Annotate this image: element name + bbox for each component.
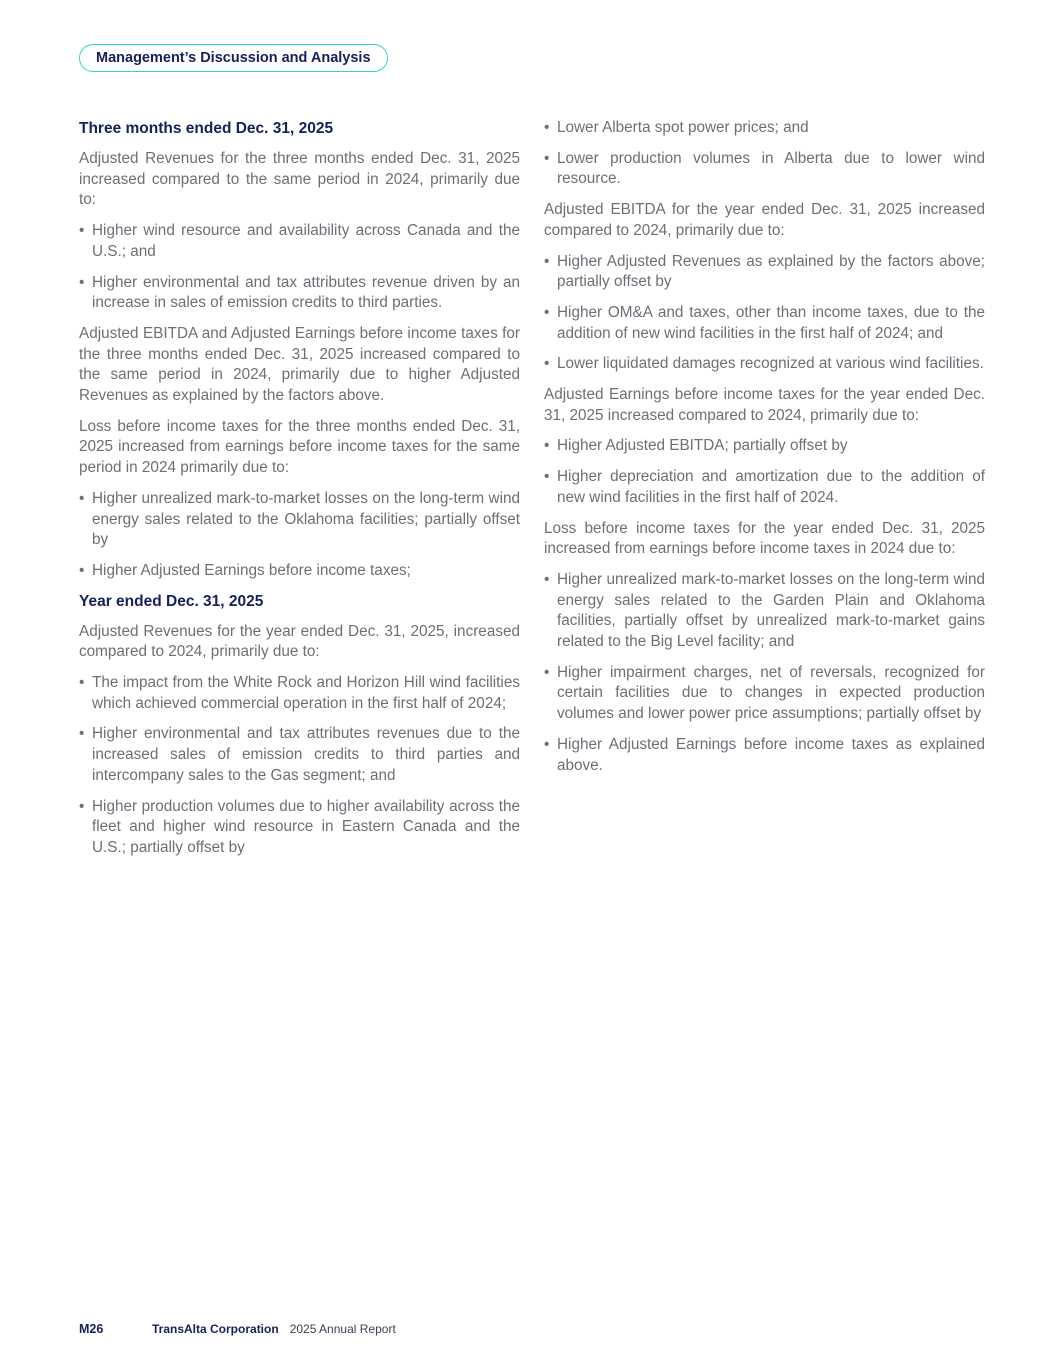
year-revenues-paragraph: Adjusted Revenues for the year ended Dec. 31, 2025, increased compared to 2024, primarily due to: xyxy=(79,622,520,661)
list-item: • Higher impairment charges, net of reversals, recognized for certain facilities due to changes in expected production volumes and lower power price assumptions; partially offset by xyxy=(544,663,985,723)
bullet-icon: • xyxy=(79,797,85,815)
bullet-icon: • xyxy=(544,252,550,270)
bullet-icon: • xyxy=(79,674,85,692)
list-item: • Higher environmental and tax attributes revenues due to the increased sales of emission credits to third parties and intercompany sales to the Gas segment; and xyxy=(79,725,520,784)
bullet-icon: • xyxy=(79,561,85,579)
q4-loss-paragraph: Loss before income taxes for the three months ended Dec. 31, 2025 increased from earnings before income taxes for the same period in 2024 primarily due to: xyxy=(79,417,520,477)
list-item: • Higher Adjusted EBITDA; partially offset by xyxy=(544,436,985,457)
list-item: • Higher unrealized mark-to-market losses on the long-term wind energy sales related to the Garden Plain and Oklahoma facilities, partially offset by unrealized mark-to-market gains related to the Big Level facility; and xyxy=(544,570,985,651)
list-item: • Lower production volumes in Alberta due to lower wind resource. xyxy=(544,149,985,188)
year-heading: Year ended Dec. 31, 2025 xyxy=(79,592,264,610)
year-revenues-list xyxy=(79,673,520,859)
list-item: • Higher depreciation and amortization due to the addition of new wind facilities in the first half of 2024. xyxy=(544,468,985,506)
page-footer xyxy=(79,1322,396,1336)
year-loss-list xyxy=(544,570,985,776)
bullet-icon: • xyxy=(544,303,550,321)
report-title: 2025 Annual Report xyxy=(289,1322,396,1336)
list-item: • Higher environmental and tax attributes revenue driven by an increase in sales of emission credits to third parties. xyxy=(79,273,520,312)
year-earnings-list xyxy=(544,436,985,508)
list-item: • Lower liquidated damages recognized at various wind facilities. xyxy=(544,354,985,375)
q4-heading: Three months ended Dec. 31, 2025 xyxy=(79,120,334,137)
list-item: • Higher Adjusted Earnings before income taxes; xyxy=(79,561,520,582)
q4-loss-list xyxy=(79,489,520,582)
bullet-icon: • xyxy=(544,119,550,136)
bullet-icon: • xyxy=(79,489,85,507)
bullet-icon: • xyxy=(544,663,550,681)
bullet-icon: • xyxy=(544,149,550,167)
page-number: M26 xyxy=(79,1322,104,1336)
list-item: • Higher Adjusted Earnings before income taxes as explained above. xyxy=(544,735,985,774)
bullet-icon: • xyxy=(544,570,550,588)
list-item: • The impact from the White Rock and Horizon Hill wind facilities which achieved commercial operation in the first half of 2024; xyxy=(79,674,520,712)
bullet-icon: • xyxy=(79,273,85,291)
left-column xyxy=(79,118,520,869)
q4-revenues-paragraph: Adjusted Revenues for the three months ended Dec. 31, 2025 increased compared to the same period in 2024, primarily due to: xyxy=(79,150,520,209)
year-loss-paragraph: Loss before income taxes for the year ended Dec. 31, 2025 increased from earnings before income taxes in 2024 due to: xyxy=(544,519,985,558)
year-revenues-list-continued xyxy=(544,118,985,190)
section-title-pill xyxy=(79,44,388,72)
list-item: • Higher OM&A and taxes, other than income taxes, due to the addition of new wind facilities in the first half of 2024; and xyxy=(544,303,985,342)
bullet-icon: • xyxy=(544,468,550,486)
list-item: • Higher unrealized mark-to-market losses on the long-term wind energy sales related to the Oklahoma facilities; partially offset by xyxy=(79,489,520,549)
list-item: • Higher production volumes due to higher availability across the fleet and higher wind resource in Eastern Canada and the U.S.; partially offset by xyxy=(79,797,520,856)
bullet-icon: • xyxy=(79,725,85,743)
bullet-icon: • xyxy=(544,355,550,373)
year-earnings-paragraph: Adjusted Earnings before income taxes for the year ended Dec. 31, 2025 increased compared to 2024, primarily due to: xyxy=(544,386,985,424)
year-ebitda-paragraph: Adjusted EBITDA for the year ended Dec. 31, 2025 increased compared to 2024, primarily due to: xyxy=(544,201,985,239)
company-name: TransAlta Corporation xyxy=(152,1322,279,1336)
list-item: • Higher wind resource and availability across Canada and the U.S.; and xyxy=(79,222,520,260)
q4-revenues-list xyxy=(79,221,520,314)
year-ebitda-list xyxy=(544,252,985,376)
list-item: • Lower Alberta spot power prices; and xyxy=(544,118,985,139)
bullet-icon: • xyxy=(544,437,550,455)
bullet-icon: • xyxy=(79,222,85,240)
right-column xyxy=(544,118,985,786)
section-title: Management’s Discussion and Analysis xyxy=(96,50,371,66)
list-item: • Higher Adjusted Revenues as explained by the factors above; partially offset by xyxy=(544,252,985,291)
q4-ebitda-paragraph: Adjusted EBITDA and Adjusted Earnings before income taxes for the three months ended Dec. 31, 2025 increased compared to the same period in 2024, primarily due to higher Adjusted Revenues as explained by the factors above. xyxy=(79,324,520,405)
bullet-icon: • xyxy=(544,735,550,753)
